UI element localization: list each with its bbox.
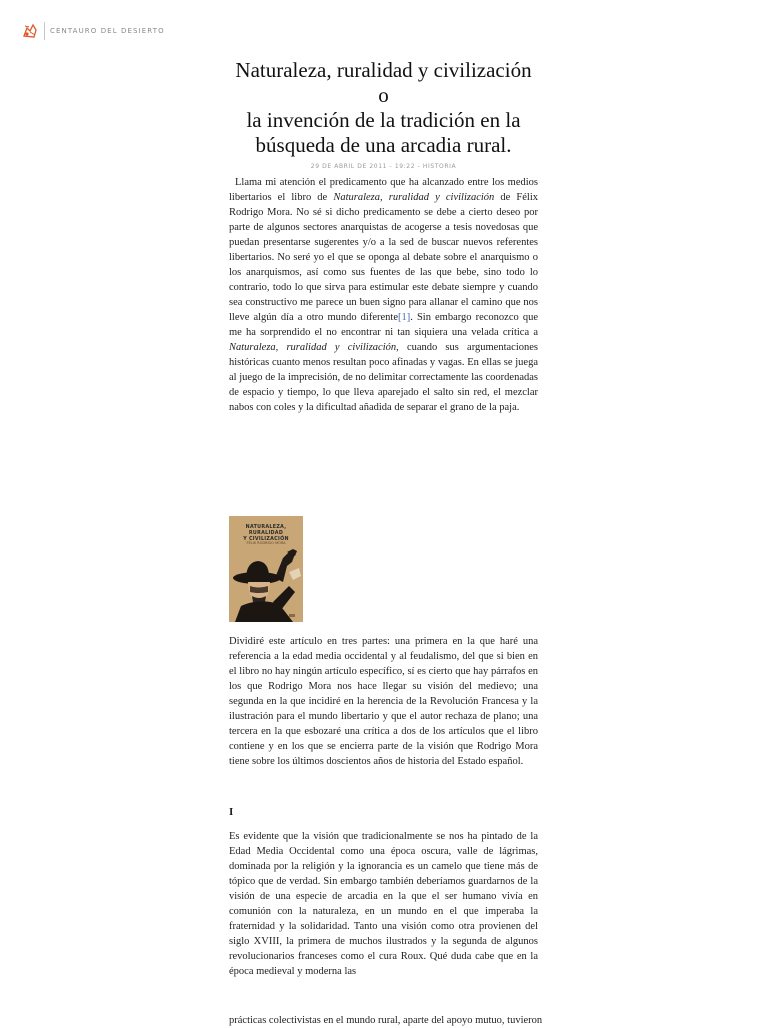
paragraph-continuation: prácticas colectivistas en el mundo rural, aparte del apoyo mutuo, tuvieron [229,1015,543,1026]
paragraph-section-i: Es evidente que la visión que tradicionalmente se nos ha pintado de la Edad Media Occidental como una época oscura, valle de lágrimas, dominada por la religión y la ignorancia es un camelo que tiene más de tópico que de verdad. Sin embargo también deberíamos guardarnos de la visión de una especie de arcadia en la que el ser humano vivía en comunión con la naturaleza, en un mundo en el que imperaba la fraternidad y la solidaridad. Tanto una visión como otra provienen del siglo XVIII, la primera de muchos ilustrados y la segunda de algunos revolucionarios franceses como el cura Roux. Qué duda cabe que en la época medieval y moderna las [229,831,538,977]
book-cover-image [229,516,303,622]
centauro-logo-icon[interactable] [22,22,38,40]
header-divider [44,22,45,40]
p1-text-d: , cuando sus argumentaciones históricas cuanto menos resultan poco afinadas y vagas. En ellas se juega al juego de la imprecisión, de no delimitar correctamente las coordenadas de espacio y tiempo, lo que lleva aparejado el salto sin red, el mezclar nabos con coles y la dificultad añadida de separar el grano de la paja. [229,342,538,413]
article-meta [229,163,538,170]
article-date: 29 DE ABRIL DE 2011 - 19:22 [310,163,416,170]
p1-text-a: Llama mi atención el predicamento que ha alcanzado entre los medios libertarios el libro de [229,177,538,203]
p1-text-c: . Sin embargo reconozco que me ha sorprendido el no encontrar ni tan siquiera una velada crítica a [229,312,538,338]
book-title-italic: Naturaleza, ruralidad y civilización [333,192,495,203]
cover-title-line-1: NATURALEZA, RURALIDAD [245,525,287,536]
section-heading-i: I [229,806,234,818]
article-title [229,58,538,158]
site-name-link[interactable]: CENTAURO DEL DESIERTO [50,27,165,35]
cover-title-line-2: Y CIVILIZACIÓN [243,537,289,542]
title-line-1: Naturaleza, ruralidad y civilización o [235,58,532,107]
article [229,58,538,413]
cover-author: FÉLIX RODRIGO MORA [246,541,286,545]
paragraph-intro [229,175,538,415]
category-link[interactable]: HISTORIA [422,163,457,170]
paragraph-structure: Dividiré este artículo en tres partes: una primera en la que haré una referencia a la edad media occidental y al feudalismo, del que si bien en el libro no hay ningún artículo específico, sí es cierto que hay párrafos en los que Rodrigo Mora nos hace llegar su visión del medievo; una segunda en la que incidiré en la herencia de la Revolución Francesa y la ilustración para el mundo libertario y que el autor rechaza de plano; una tercera en la que esbozaré una crítica a dos de los artículos que el libro contiene y en los que se encierra parte de la visión que Rodrigo Mora tiene sobre los últimos doscientos años de historia del Estado español. [229,636,538,767]
footnote-link-1[interactable]: [1] [398,312,411,323]
title-line-3: búsqueda de una arcadia rural. [255,133,512,157]
meta-separator: - [415,163,423,170]
p1-text-b: de Félix Rodrigo Mora. No sé si dicho predicamento se debe a cierto deseo por parte de algunos sectores anarquistas de acogerse a tesis novedosas que puedan presentarse sugerentes y/o a la sed de buscar nuevos referentes libertarios. No seré yo el que se oponga al debate sobre el anarquismo o los anarquismos, así como sus fuentes de las que bebe, sino todo lo contrario, todo lo que sirva para estimular este debate siempre y cuando sea constructivo me parece un buen signo para allanar el camino que nos lleve algún día a otro mundo diferente [229,192,538,323]
book-title-italic-2: Naturaleza, ruralidad y civilización [229,342,397,353]
title-line-2: la invención de la tradición en la [246,108,521,132]
site-header [22,20,165,42]
